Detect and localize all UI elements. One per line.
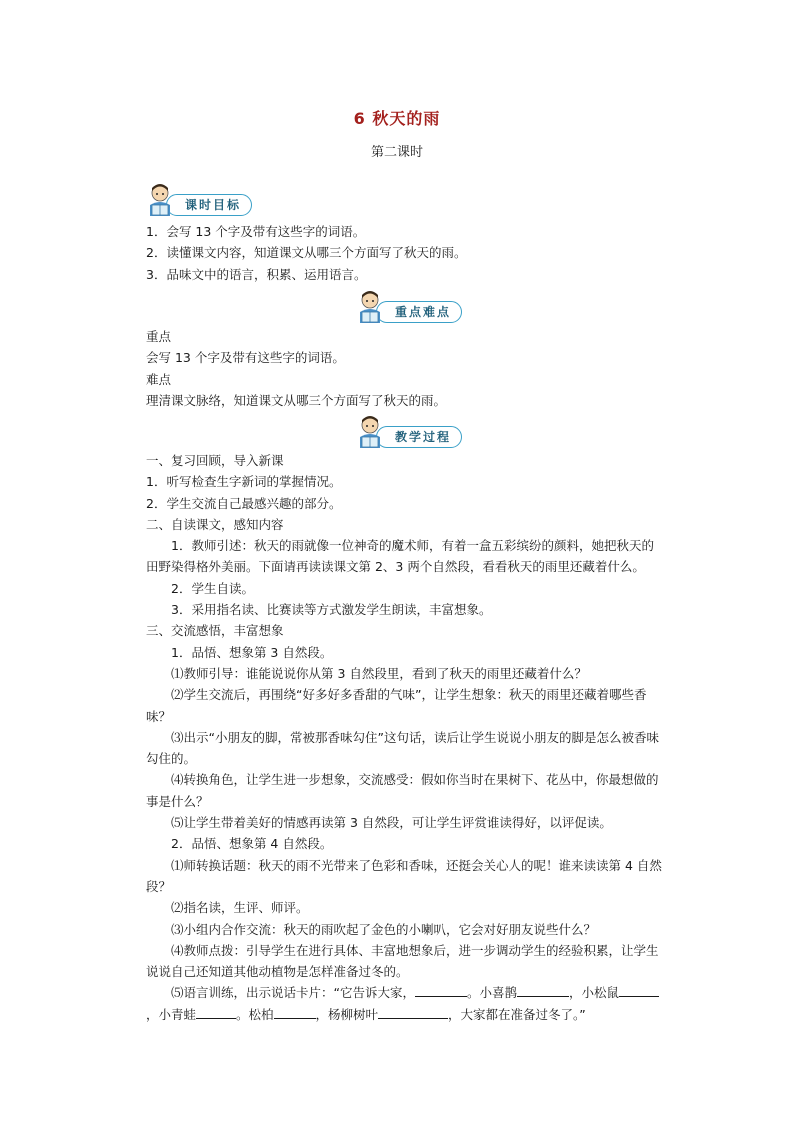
fill-blank [378,1005,448,1019]
paragraph: ⑷转换角色，让学生进一步想象，交流感受：假如你当时在果树下、花丛中，你最想做的事是什么？ [146,772,659,809]
paragraph: ⑸让学生带着美好的情感再读第 3 自然段，可让学生评赏谁读得好，以评促读。 [171,815,612,831]
paragraph: 1．品悟、想象第 3 自然段。 [171,644,333,660]
goals-list [146,221,666,285]
fill-blank [274,1005,316,1019]
difficulty-text: 理清课文脉络，知道课文从哪三个方面写了秋天的雨。 [146,392,447,408]
goal-item: 3．品味文中的语言，积累、运用语言。 [146,266,367,282]
paragraph: ⑶小组内合作交流：秋天的雨吹起了金色的小喇叭，它会对好朋友说些什么？ [171,921,597,937]
goal-item: 2．读懂课文内容，知道课文从哪三个方面写了秋天的雨。 [146,245,467,261]
paragraph: 1．听写检查生字新词的掌握情况。 [146,474,342,490]
paragraph: ⑷教师点拨：引导学生在进行具体、丰富地想象后，进一步调动学生的经验积累，让学生说说自己还知道其他动植物是怎样准备过冬的。 [146,942,659,980]
lesson-subtitle: 第二课时 [370,145,423,160]
goals-badge [146,183,258,217]
process-badge [356,415,468,449]
goal-item: 1．会写 13 个字及带有这些字的词语。 [146,224,366,239]
paragraph: ⑵学生交流后，再围绕“好多好多香甜的气味”，让学生想象：秋天的雨里还藏着哪些香味？ [146,687,647,724]
student-reading-icon [146,183,176,217]
key-badge-label: 重点难点 [376,301,462,323]
goals-badge-label: 课时目标 [166,194,252,216]
fill-blank [196,1005,236,1019]
key-label: 重点 [146,329,172,344]
fill-blank [415,983,467,997]
paragraph: 1．教师引述：秋天的雨就像一位神奇的魔术师，有着一盒五彩缤纷的颜料，她把秋天的田野染得格外美丽。下面请再读读课文第 2、3 两个自然段，看看秋天的雨里还藏着什么。 [146,538,654,575]
fill-blank [619,983,659,997]
process-badge-label: 教学过程 [376,426,462,448]
difficulty-label: 难点 [146,371,172,387]
lesson-title: 6 秋天的雨 [353,109,441,128]
student-reading-icon [356,415,386,449]
section-heading: 一、复习回顾，导入新课 [146,453,284,468]
paragraph: 2．学生自读。 [171,580,254,596]
paragraph: 2．品悟、想象第 4 自然段。 [171,836,333,852]
paragraph: ⑶出示“小朋友的脚，常被那香味勾住”这句话，读后让学生说说小朋友的脚是怎么被香味勾住的。 [146,729,659,767]
fill-blank [517,983,569,997]
section-heading: 三、交流感悟，丰富想象 [146,623,284,639]
process-section [146,450,666,1025]
paragraph: ⑵指名读，生评、师评。 [171,900,309,916]
paragraph: 3．采用指名读、比赛读等方式激发学生朗读，丰富想象。 [171,602,492,618]
key-section [146,326,666,411]
section-heading: 二、自读课文，感知内容 [146,516,284,532]
student-reading-icon [356,290,386,324]
key-badge [356,290,468,324]
speaking-card-exercise: ⑸语言训练，出示说话卡片：“它告诉大家， 。小喜鹊 ，小松鼠，小青蛙 。松柏 ，杨柳树叶 ，大家都在准备过冬了。” [146,982,666,1025]
paragraph: ⑴教师引导：谁能说说你从第 3 自然段里，看到了秋天的雨里还藏着什么？ [171,665,587,681]
paragraph: ⑴师转换话题：秋天的雨不光带来了色彩和香味，还挺会关心人的呢！谁来读读第 4 自然段？ [146,857,662,894]
paragraph: 2．学生交流自己最感兴趣的部分。 [146,495,342,511]
key-text: 会写 13 个字及带有这些字的词语。 [146,350,345,366]
